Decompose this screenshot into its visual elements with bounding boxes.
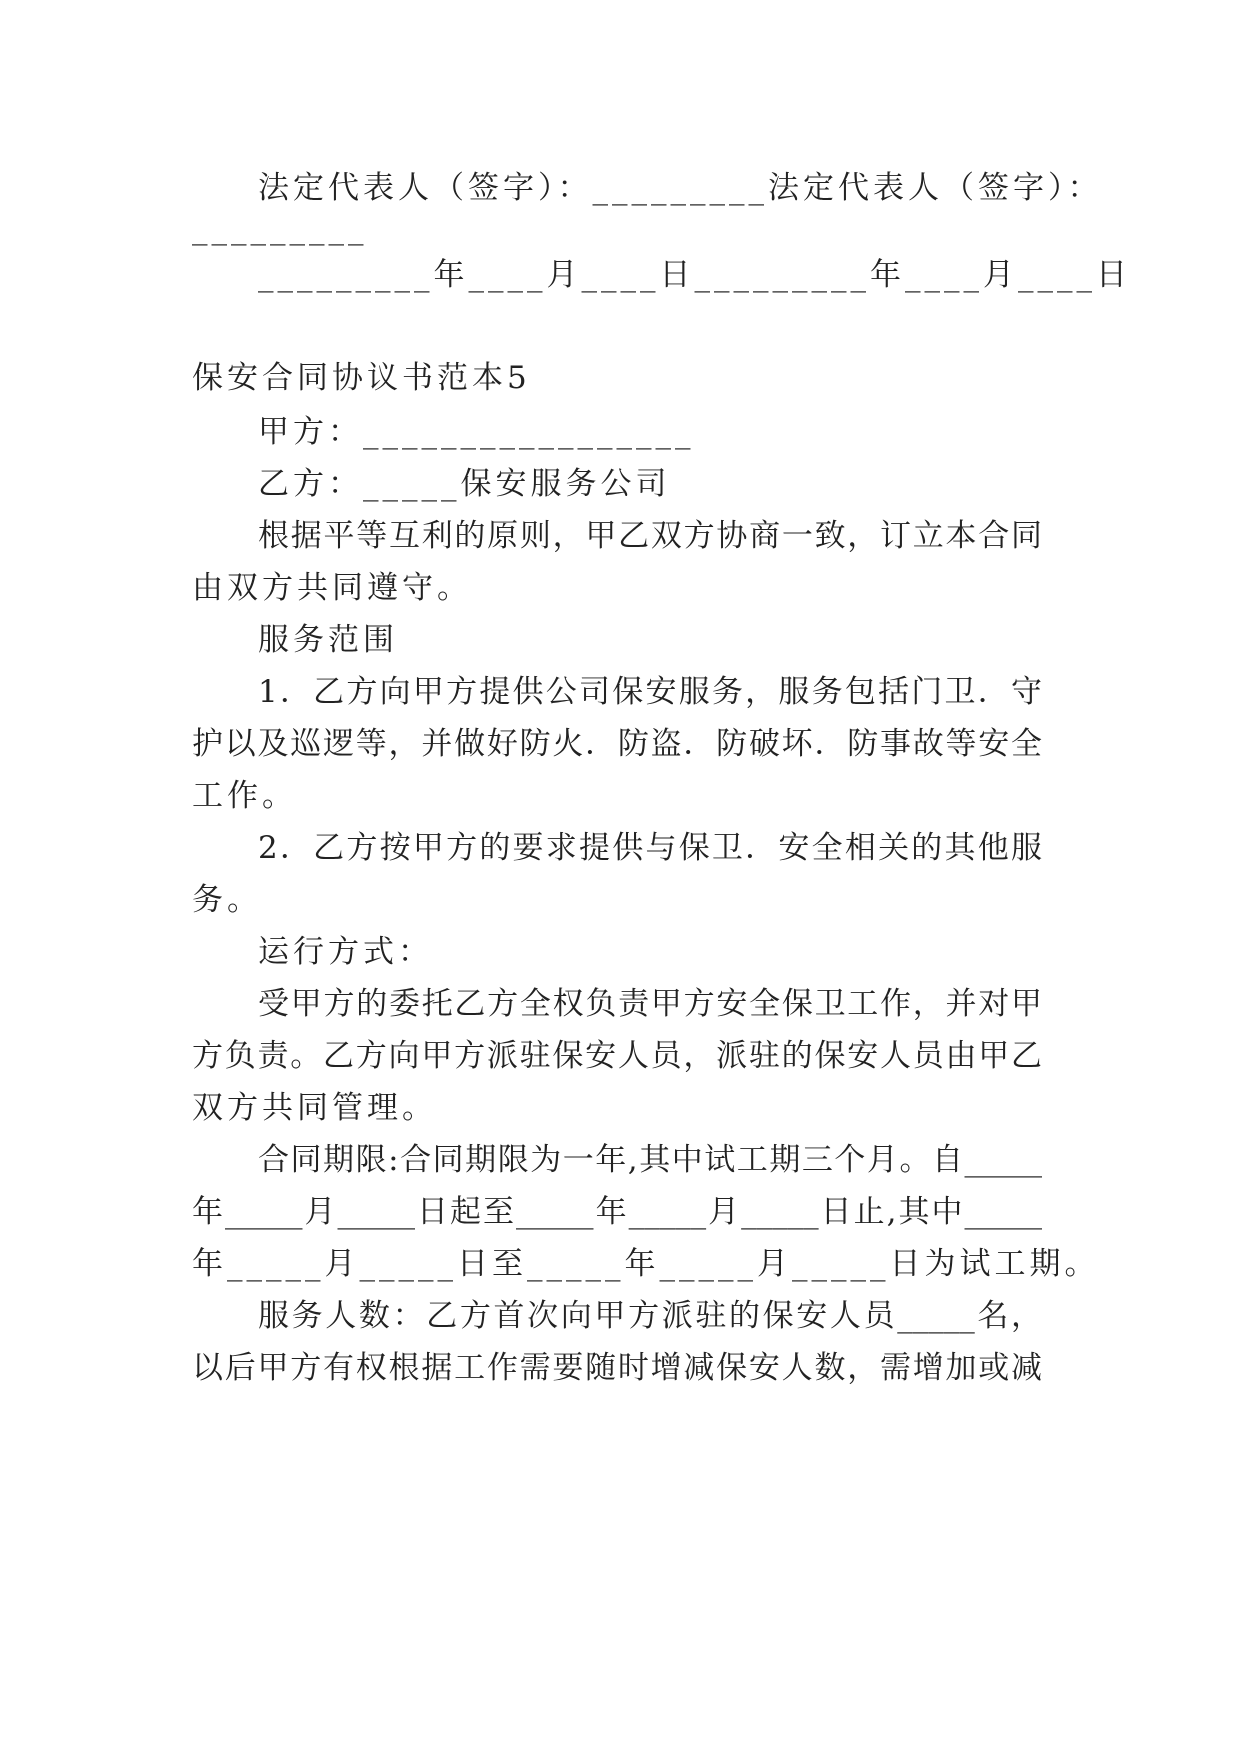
paragraph-line: 务。 bbox=[192, 882, 262, 918]
signature-line: 法定代表人（签字）：_________法定代表人（签字）： bbox=[258, 170, 1103, 206]
paragraph-line: 2．乙方按甲方的要求提供与保卫．安全相关的其他服 bbox=[258, 830, 1042, 866]
date-line: _________年____月____日_________年____月____日 bbox=[258, 257, 1131, 293]
paragraph-line: 1．乙方向甲方提供公司保安服务，服务包括门卫．守 bbox=[258, 674, 1042, 710]
party-b-line: 乙方：_____保安服务公司 bbox=[258, 466, 671, 502]
heading-operation-mode: 运行方式： bbox=[258, 934, 433, 970]
section-title: 保安合同协议书范本5 bbox=[192, 360, 531, 396]
paragraph-line: 服务人数：乙方首次向甲方派驻的保安人员_____名， bbox=[258, 1298, 1042, 1334]
paragraph-line: 工作。 bbox=[192, 778, 297, 814]
signature-blank: _________ bbox=[192, 210, 368, 246]
paragraph-line: 双方共同管理。 bbox=[192, 1090, 437, 1126]
paragraph-line: 根据平等互利的原则，甲乙双方协商一致，订立本合同 bbox=[258, 518, 1042, 554]
paragraph-line: 以后甲方有权根据工作需要随时增减保安人数，需增加或减 bbox=[192, 1350, 1042, 1386]
paragraph-line: 护以及巡逻等，并做好防火．防盗．防破坏．防事故等安全 bbox=[192, 726, 1042, 762]
paragraph-line: 年_____月_____日至_____年_____月_____日为试工期。 bbox=[192, 1246, 1100, 1282]
heading-service-scope: 服务范围 bbox=[258, 622, 398, 658]
paragraph-line: 受甲方的委托乙方全权负责甲方安全保卫工作，并对甲 bbox=[258, 986, 1042, 1022]
paragraph-line: 由双方共同遵守。 bbox=[192, 570, 472, 606]
party-a-line: 甲方：_________________ bbox=[258, 414, 695, 450]
paragraph-line: 方负责。乙方向甲方派驻保安人员，派驻的保安人员由甲乙 bbox=[192, 1038, 1042, 1074]
paragraph-line: 合同期限:合同期限为一年,其中试工期三个月。自_____ bbox=[258, 1142, 1042, 1178]
paragraph-line: 年_____月_____日起至_____年_____月_____日止,其中_____ bbox=[192, 1194, 1042, 1230]
